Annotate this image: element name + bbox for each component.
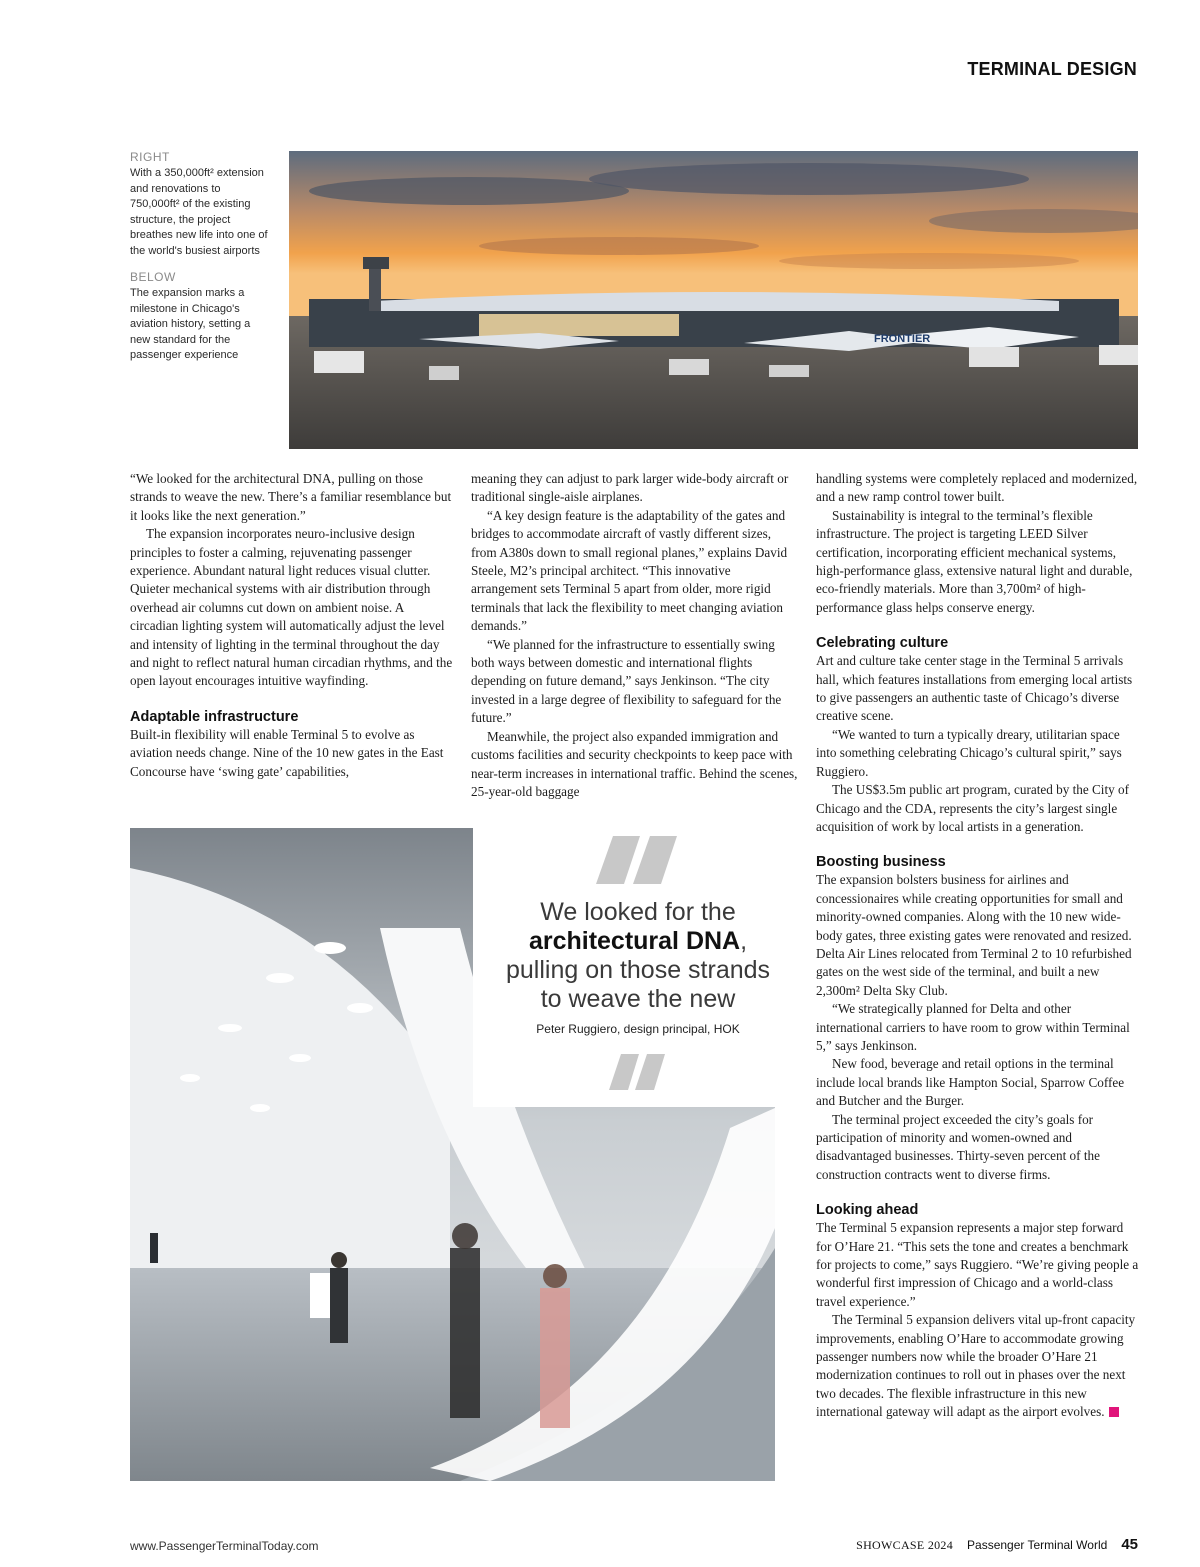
article-column-2 <box>471 470 799 801</box>
final-paragraph-text: The Terminal 5 expansion delivers vital up-front capacity improvements, enabling O’Hare to accommodate growing passenger numbers now while the broader O’Hare 21 modernization continues to roll out in phases over the next two decades. The flexible infrastructure in this new international gateway will adapt as the airport evolves. <box>816 1312 1136 1420</box>
pull-quote-emphasis: architectural DNA <box>528 927 741 955</box>
pull-quote-line: pulling on those strands <box>505 956 771 984</box>
pull-quote-line: We looked for the <box>540 898 736 926</box>
paragraph: “We strategically planned for Delta and other international carriers to have room to grow within Terminal 5,” says Jenkinson. <box>816 1001 1130 1053</box>
photo-captions <box>130 150 270 375</box>
article-column-1 <box>130 470 455 781</box>
paragraph: “We wanted to turn a typically dreary, utilitarian space into something celebrating Chicago’s cultural spirit,” says Ruggiero. <box>816 726 1122 779</box>
article-column-3 <box>816 470 1140 1422</box>
caption-label-right: RIGHT <box>130 150 170 164</box>
paragraph-final <box>816 1311 1140 1421</box>
paragraph: The terminal project exceeded the city’s goals for participation of minority and women-owned and disadvantaged businesses. Thirty-seven percent of the construction contracts went to diverse firms. <box>816 1111 1100 1182</box>
subheading-celebrating-culture: Celebrating culture <box>816 635 949 652</box>
footer-website: www.PassengerTerminalToday.com <box>130 1539 319 1553</box>
pull-quote-text <box>473 898 803 1014</box>
subheading-boosting-business: Boosting business <box>816 854 946 871</box>
footer-folio <box>856 1536 1138 1553</box>
paragraph: Meanwhile, the project also expanded immigration and customs facilities and security checkpoints to keep pace with near-term increases in international traffic. Behind the scenes, 25-year-old baggage <box>471 728 798 799</box>
pull-quote <box>473 828 803 1107</box>
paragraph: “A key design feature is the adaptability of the gates and bridges to accommodate aircraft of vastly different sizes, from A380s down to small regional planes,” explains David Steele, M2’s principal architect. “This innovative arrangement sets Terminal 5 apart from older, more rigid terminals that lack the flexibility to meet changing aviation demands.” <box>471 507 788 634</box>
caption-text-right: With a 350,000ft² extension and renovations to 750,000ft² of the existing structure, the project breathes new life into one of the world's busiest airports <box>130 167 268 257</box>
caption-label-below: BELOW <box>130 270 176 284</box>
caption-text-below: The expansion marks a milestone in Chicago's aviation history, setting a new standard for the passenger experience <box>130 287 251 361</box>
page-number: 45 <box>1121 1536 1138 1553</box>
footer-magazine: Passenger Terminal World <box>967 1538 1108 1552</box>
plane-livery-text: FRONTIER <box>874 333 931 345</box>
subheading-looking-ahead: Looking ahead <box>816 1202 919 1219</box>
section-header: TERMINAL DESIGN <box>967 59 1137 79</box>
paragraph: Sustainability is integral to the terminal’s flexible infrastructure. The project is targeting LEED Silver certification, incorporating efficient mechanical systems, high-performance glass, extensive natural light and durable, eco-friendly materials. More than 3,700m² of high-performance glass helps conserve energy. <box>816 507 1133 615</box>
paragraph: Art and culture take center stage in the Terminal 5 arrivals hall, which features installations from emerging local artists to give passengers an authentic taste of Chicago’s diverse creative scene. <box>816 653 1133 724</box>
terminal-exterior-photo <box>289 151 1138 449</box>
subheading-adaptable-infrastructure: Adaptable infrastructure <box>130 708 299 725</box>
pull-quote-attribution: Peter Ruggiero, design principal, HOK <box>536 1022 740 1036</box>
open-quote-icon <box>473 828 803 898</box>
sunset-apron-illustration <box>289 151 1138 449</box>
paragraph: The US$3.5m public art program, curated by the City of Chicago and the CDA, represents the city’s largest single acquisition of work by local artists in a generation. <box>816 782 1130 834</box>
end-of-article-mark <box>1109 1407 1119 1417</box>
paragraph: The Terminal 5 expansion represents a major step forward for O’Hare 21. “This sets the tone and creates a benchmark for projects to come,” says Ruggiero. “We’re giving people a wonderful first impression of Chicago and a world-class travel experience.” <box>816 1220 1139 1309</box>
paragraph: handling systems were completely replaced and modernized, and a new ramp control tower built. <box>816 471 1138 505</box>
paragraph: Built-in flexibility will enable Terminal 5 to evolve as aviation needs change. Nine of the 10 new gates in the East Concourse have ‘swing gate’ capabilities, <box>130 726 444 779</box>
paragraph: meaning they can adjust to park larger wide-body aircraft or traditional single-aisle airplanes. <box>471 471 789 505</box>
paragraph: The expansion bolsters business for airlines and concessionaires while creating opportunities for small and minority-owned companies. Along with the 10 new wide-body gates, three existing gates were renovated and resized. Delta Air Lines relocated from Terminal 2 to 10 refurbished gates on the west side of the terminal, and built a new 2,300m² Delta Sky Club. <box>816 872 1132 998</box>
paragraph: “We planned for the infrastructure to essentially swing both ways between domestic and international flights depending on future demand,” says Jenkinson. “The city invested in a large degree of flexibility to safeguard for the future.” <box>471 636 782 726</box>
footer-issue: SHOWCASE 2024 <box>856 1538 954 1552</box>
close-quote-icon <box>473 1050 803 1120</box>
pull-quote-line: to weave the new <box>540 985 736 1013</box>
paragraph: New food, beverage and retail options in the terminal include local brands like Hampton Social, Sparrow Coffee and Butcher and the Burger. <box>816 1056 1125 1109</box>
pull-quote-comma: , <box>740 927 748 955</box>
paragraph: “We looked for the architectural DNA, pulling on those strands to weave the new. There’s a familiar resemblance but it looks like the next generation.” <box>130 471 452 523</box>
paragraph: The expansion incorporates neuro-inclusive design principles to foster a calming, rejuvenating passenger experience. Abundant natural light reduces visual clutter. Quieter mechanical systems with air distribution through overhead air columns cut down on ambient noise. A circadian lighting system will automatically adjust the level and intensity of lighting in the terminal throughout the day and night to reflect natural human circadian rhythms, and the open layout encourages intuitive wayfinding. <box>130 526 453 689</box>
